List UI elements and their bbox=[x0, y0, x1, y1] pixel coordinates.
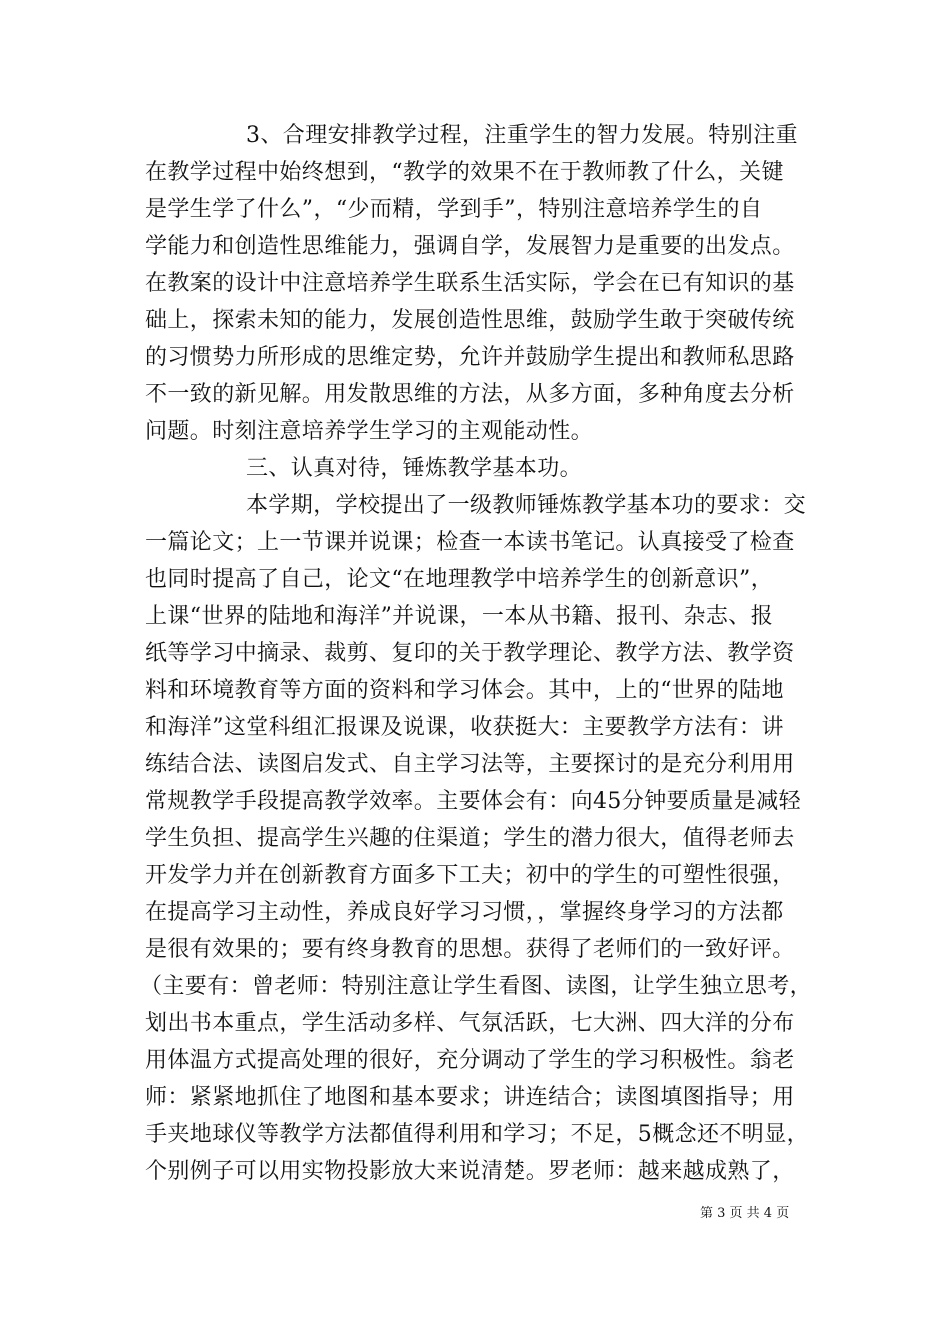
paragraph-line: 练结合法、读图启发式、自主学习法等，主要探讨的是充分利用用 bbox=[145, 752, 795, 777]
paragraph-line: 的习惯势力所形成的思维定势，允许并鼓励学生提出和教师私思路 bbox=[145, 345, 795, 370]
paragraph-line: 个别例子可以用实物投影放大来说清楚。罗老师：越来越成熟了， bbox=[145, 1159, 795, 1184]
paragraph-line: 是很有效果的；要有终身教育的思想。获得了老师们的一致好评。 bbox=[145, 937, 795, 962]
paragraph-line: 学能力和创造性思维能力，强调自学，发展智力是重要的出发点。 bbox=[145, 234, 795, 259]
paragraph-line: 料和环境教育等方面的资料和学习体会。其中，上的“世界的陆地 bbox=[145, 678, 784, 703]
paragraph-line: 用体温方式提高处理的很好，充分调动了学生的学习积极性。翁老 bbox=[145, 1048, 795, 1073]
paragraph-line: 常规教学手段提高教学效率。主要体会有：向45分钟要质量是减轻 bbox=[145, 789, 801, 814]
paragraph-line: 开发学力并在创新教育方面多下工夫；初中的学生的可塑性很强， bbox=[145, 863, 795, 888]
paragraph-line: 也同时提高了自己，论文“在地理教学中培养学生的创新意识”， bbox=[145, 567, 774, 592]
paragraph-line: 师：紧紧地抓住了地图和基本要求；讲连结合；读图填图指导；用 bbox=[145, 1085, 795, 1110]
paragraph-line: 是学生学了什么”，“少而精，学到手”，特别注意培养学生的自 bbox=[145, 197, 763, 222]
paragraph-line: 在提高学习主动性，养成良好学习习惯，，掌握终身学习的方法都 bbox=[145, 900, 784, 925]
paragraph-line: 上课“世界的陆地和海洋”并说课，一本从书籍、报刊、杂志、报 bbox=[145, 604, 774, 629]
paragraph-line: 手夹地球仪等教学方法都值得利用和学习；不足，5概念还不明显， bbox=[145, 1122, 809, 1147]
paragraph-line: 一篇论文；上一节课并说课；检查一本读书笔记。认真接受了检查 bbox=[145, 530, 795, 555]
paragraph-line: 纸等学习中摘录、裁剪、复印的关于教学理论、教学方法、教学资 bbox=[145, 641, 795, 666]
paragraph-line: 和海洋”这堂科组汇报课及说课，收获挺大：主要教学方法有：讲 bbox=[145, 715, 784, 740]
paragraph-line: 划出书本重点，学生活动多样、气氛活跃，七大洲、四大洋的分布 bbox=[145, 1011, 795, 1036]
paragraph-line: 础上，探索未知的能力，发展创造性思维，鼓励学生敢于突破传统 bbox=[145, 308, 795, 333]
paragraph-line: 在教案的设计中注意培养学生联系生活实际，学会在已有知识的基 bbox=[145, 271, 795, 296]
paragraph-line: 问题。时刻注意培养学生学习的主观能动性。 bbox=[145, 419, 594, 444]
paragraph-line: 3、合理安排教学过程，注重学生的智力发展。特别注重 bbox=[246, 123, 798, 148]
paragraph-line: 学生负担、提高学生兴趣的住渠道；学生的潜力很大，值得老师去 bbox=[145, 826, 795, 851]
paragraph-line: 不一致的新见解。用发散思维的方法，从多方面，多种角度去分析 bbox=[145, 382, 795, 407]
page-number-footer: 第 3 页 共 4 页 bbox=[700, 1206, 790, 1221]
paragraph-line: 在教学过程中始终想到，“教学的效果不在于教师教了什么，关键 bbox=[145, 160, 784, 185]
paragraph-line: （主要有：曾老师：特别注意让学生看图、读图，让学生独立思考， bbox=[140, 974, 813, 999]
paragraph-line: 本学期，学校提出了一级教师锤炼教学基本功的要求：交 bbox=[246, 493, 807, 518]
section-heading: 三、认真对待，锤炼教学基本功。 bbox=[246, 456, 583, 481]
